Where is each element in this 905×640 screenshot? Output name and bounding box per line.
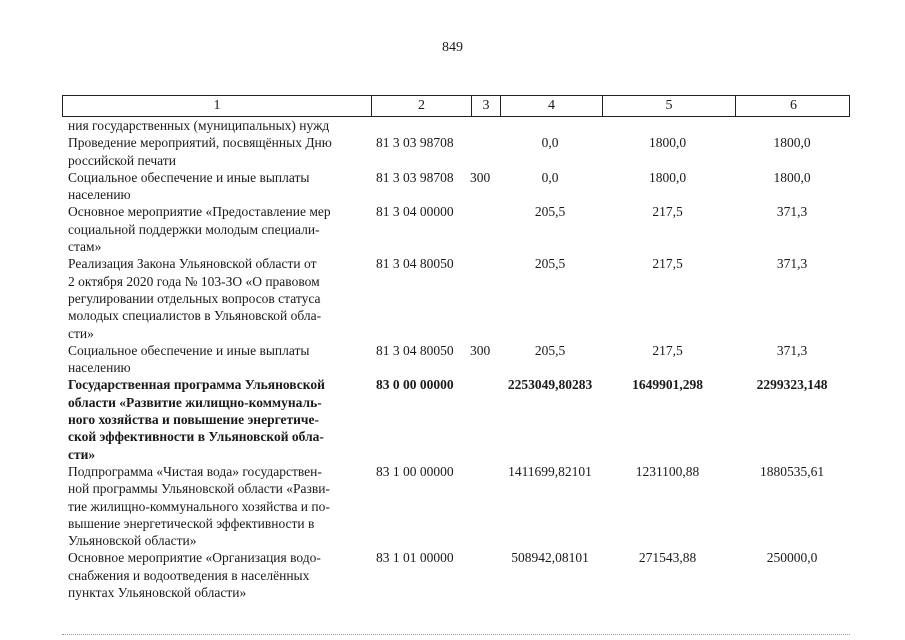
table-row — [62, 117, 850, 134]
table-row — [62, 463, 850, 549]
row-name-line: Социальное обеспечение и иные выплаты — [68, 169, 310, 185]
row-value-6-cell: 1880535,61 — [759, 463, 825, 479]
row-name-cell — [62, 134, 370, 169]
row-name-cell — [62, 117, 370, 134]
row-value-6-cell: 250000,0 — [766, 550, 818, 566]
row-name-line: стам» — [68, 239, 102, 255]
row-expense-type-cell — [470, 134, 499, 169]
budget-table — [62, 95, 850, 601]
row-name-line: 2 октября 2020 года № 103-ЗО «О правовом — [68, 273, 320, 289]
row-name-line: Реализация Закона Ульяновской области от — [68, 256, 317, 272]
row-value-4-cell: 1411699,82101 — [508, 463, 592, 479]
row-name-line: тие жилищно-коммунального хозяйства и по- — [68, 498, 330, 514]
table-row — [62, 203, 850, 255]
page-bottom-edge — [62, 634, 850, 636]
row-expense-type-cell — [470, 463, 499, 549]
row-value-4-cell — [499, 117, 601, 134]
table-row — [62, 169, 850, 204]
row-value-6-cell: 1800,0 — [773, 135, 811, 151]
row-code-cell: 83 0 00 00000 — [376, 377, 454, 393]
row-name-line: Подпрограмма «Чистая вода» государствен- — [68, 463, 322, 479]
row-value-4-cell: 2253049,80283 — [507, 377, 593, 393]
row-name-line: ния государственных (муниципальных) нужд — [68, 118, 330, 133]
table-row — [62, 342, 850, 377]
row-value-4-cell: 205,5 — [534, 204, 566, 220]
row-value-6-cell: 371,3 — [776, 342, 808, 358]
row-code-cell: 81 3 03 98708 — [376, 135, 454, 151]
row-expense-type-cell: 300 — [470, 169, 491, 185]
row-name-line: сти» — [68, 325, 94, 341]
row-value-4-cell: 508942,08101 — [511, 550, 589, 566]
row-name-cell — [62, 203, 370, 255]
row-name-line: Государственная программа Ульяновской — [68, 377, 325, 393]
row-value-5-cell: 1800,0 — [648, 135, 687, 151]
row-value-4-cell: 0,0 — [541, 135, 559, 151]
row-expense-type-cell — [470, 117, 499, 134]
column-header-1: 1 — [213, 98, 221, 113]
row-value-6-cell: 2299323,148 — [756, 377, 828, 393]
row-name-cell — [62, 549, 370, 601]
row-name-cell — [62, 342, 370, 377]
row-value-6-cell: 371,3 — [776, 256, 808, 272]
row-value-5-cell — [601, 117, 734, 134]
column-header-2: 2 — [371, 96, 471, 116]
row-value-4-cell: 0,0 — [541, 169, 559, 185]
row-value-5-cell: 217,5 — [652, 256, 683, 272]
row-value-4-cell: 205,5 — [534, 256, 566, 272]
row-expense-type-cell: 300 — [470, 342, 491, 358]
table-row — [62, 255, 850, 341]
row-code-cell: 81 3 04 80050 — [376, 342, 454, 358]
row-name-line: Социальное обеспечение и иные выплаты — [68, 342, 310, 358]
row-name-line: Ульяновской области» — [68, 533, 197, 549]
row-name-line: ской эффективности в Ульяновской обла- — [68, 429, 324, 445]
row-value-4-cell: 205,5 — [534, 342, 566, 358]
row-name-line: Основное мероприятие «Организация водо- — [68, 550, 321, 566]
row-value-5-cell: 217,5 — [652, 342, 683, 358]
row-value-5-cell: 271543,88 — [638, 550, 697, 566]
row-value-5-cell: 1800,0 — [648, 169, 687, 185]
row-code-cell: 81 3 04 00000 — [376, 204, 454, 220]
row-expense-type-cell — [470, 549, 499, 601]
row-name-line: вышение энергетической эффективности в — [68, 515, 315, 531]
row-name-line: населению — [68, 360, 131, 376]
row-name-line: пунктах Ульяновской области» — [68, 585, 247, 601]
row-value-5-cell: 217,5 — [652, 204, 683, 220]
row-name-cell — [62, 376, 370, 462]
row-expense-type-cell — [470, 376, 499, 462]
row-value-5-cell: 1231100,88 — [635, 463, 700, 479]
column-header-4: 4 — [500, 96, 602, 116]
row-code-cell — [370, 117, 470, 134]
row-name-cell — [62, 463, 370, 549]
row-value-6-cell — [734, 117, 850, 134]
row-value-6-cell: 1800,0 — [773, 169, 811, 185]
row-code-cell: 81 3 03 98708 — [376, 169, 454, 185]
column-header-6: 6 — [735, 96, 851, 116]
row-code-cell: 83 1 01 00000 — [376, 550, 454, 566]
row-code-cell: 83 1 00 00000 — [376, 463, 454, 479]
column-header-3: 3 — [471, 96, 500, 116]
row-name-line: российской печати — [68, 152, 176, 168]
row-name-line: социальной поддержки молодым специали- — [68, 221, 320, 237]
row-code-cell: 81 3 04 80050 — [376, 256, 454, 272]
row-expense-type-cell — [470, 203, 499, 255]
page-number: 849 — [442, 40, 463, 55]
row-name-line: снабжения и водоотведения в населённых — [68, 567, 310, 583]
row-name-line: Основное мероприятие «Предоставление мер — [68, 204, 331, 220]
row-name-line: ного хозяйства и повышение энергетиче- — [68, 412, 320, 428]
table-row — [62, 376, 850, 462]
table-header-row — [62, 95, 850, 117]
row-name-line: Проведение мероприятий, посвящённых Дню — [68, 135, 332, 151]
row-name-line: ной программы Ульяновской области «Разви- — [68, 481, 330, 497]
row-name-line: молодых специалистов в Ульяновской обла- — [68, 308, 322, 324]
row-value-6-cell: 371,3 — [776, 204, 808, 220]
row-name-line: регулировании отдельных вопросов статуса — [68, 290, 321, 306]
row-name-line: населению — [68, 187, 131, 203]
table-row — [62, 549, 850, 601]
row-name-cell — [62, 169, 370, 204]
table-row — [62, 134, 850, 169]
row-value-5-cell: 1649901,298 — [632, 377, 703, 393]
row-name-line: сти» — [68, 446, 96, 462]
column-header-5: 5 — [602, 96, 735, 116]
row-name-cell — [62, 255, 370, 341]
row-name-line: области «Развитие жилищно-коммуналь- — [68, 394, 322, 410]
row-expense-type-cell — [470, 255, 499, 341]
table-body — [62, 117, 850, 601]
